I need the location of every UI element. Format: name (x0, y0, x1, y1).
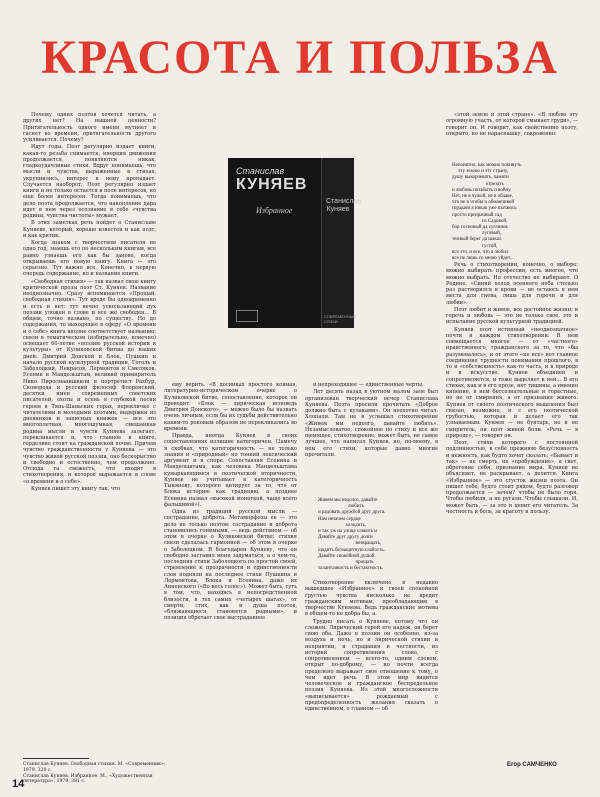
poem-line: Давайте спокойной душой (318, 553, 375, 559)
poem-line: бор сосновый да суглинок (452, 225, 508, 231)
column-2-text (164, 382, 297, 752)
column-4-text-bottom (446, 262, 578, 754)
paragraph: В этих заметках речь пойдет о Станиславе Куняеве, который, хорошо известен и как поэт, и как критик. (23, 220, 158, 239)
book-front-cover (228, 158, 321, 328)
poem-line: Живем мы недолго, давайте (318, 498, 378, 503)
paragraph: «этой земле и этой стране». «Я люблю эту огромную участь, от которой смыкает груди», — говорит он. И говорит, как свойственно поэту, открыто, но не нараспашку, сокровенно: (446, 112, 580, 137)
book-cover-image (228, 158, 362, 328)
poem-line: из Садовой, (452, 218, 508, 224)
paragraph: Когда знаком с творчеством писателя не одно год, знаешь его по нескольким книгам, все равно узнаешь его как бы заново, когда открываешь его новую книгу. Книга — это серьезно. Тут важно все. Конечно, в первую очередь содержание, но и название книги. (23, 240, 158, 278)
poem-line: и так уж на улице слякоть и (318, 529, 377, 535)
paragraph: Поэт любит и живое, все достойное жизни; и горечь и любовь — это не только свое, это и испытание русской культурной традицией. (446, 306, 580, 326)
paragraph: ему верить. «В досинках простого конная, литературно-историческом очерке о Куликовской битве, сопоставление, которое он проводит: «Блок — лирическая исповедь Дмитрия Донского», — можно было бы назвать очень личным, если бы их судьбы действительно каким-то роковым образом не перекликались во времени. (164, 382, 299, 432)
column-3-text-bottom (305, 580, 438, 755)
poem-line: прощать (318, 560, 374, 566)
poem-line: и радовать дружбой друг друга. (318, 510, 386, 516)
book-spine (321, 158, 362, 328)
poem-line: холодить, (318, 522, 367, 528)
paragraph: и непреходящее — единственные черты. (313, 382, 424, 388)
paragraph: Куняев пишет эту книгу так, что (31, 485, 121, 492)
poem-line: луговый, (452, 231, 502, 237)
page-number: 14 (12, 778, 25, 790)
poem-line: эту землю и эту страну, (452, 169, 509, 175)
paragraph: Лет десять назад в уютном малом зале был организован творческий вечер Станислава Куняева. Поэта просили прочитать «Доброе должно быть с кулаками». Он неохотно читал. Хлопали. Там не в услышал стихотворение «Живем мы недолго, давайте любить». Незамысловатое, спокойное по стиху и все же щемящее, стихотворение, может быть, не самое лучшее, что написал Куняев, но, по-моему, в нем его стихи, которые давно многие прочитали. (305, 389, 440, 458)
poem-line: щадить беззащитную слабость. (318, 547, 385, 553)
paragraph: Поэт, стихи которого с постоянной подлинностью, в себе прежнюю безусловность и нежность, как будто хочет сказать: «Бывает и так» — не смерть, не «пробуждение», а свет, обретение себя, признание мира. Куняев не объясняет, не раскрывает, а делится. Книга «Избранное» — это сгусток жизни поэта. Он пишет тебе, будто стоит рядом, будто разговор продолжается — зачем? чтобы не было горя. Чтобы любили, а не ругали. Чтобы слышали. И, может быть, — за это и ценит его читатель. За честность и боль, за красоту и пользу. (446, 440, 580, 515)
paragraph: Правда, иногда Куняев в своих сопоставлениях излишне категоричен. (Замечу я скобках, что категоричность — не только знания и «природный» но тонкий лексический аргумент и в споре. Сопоставляя Есенина и Мандельштама, как человека Мандельштама кувыркающимся в поэтической вторичности, Куняев не учитывает в категоричность Тынянову, которого цитирует за то, что от Блока историю как традицию, а позднее Есенина назвал «высокой монеткой, чаще всего фальшивой»). (164, 433, 299, 508)
poem-line: гордыни я никак уже пытаюсь (452, 206, 517, 212)
footnote-1: Станислав Куняев. Свободная стихия. М. «Современник», 1979. 320 с. (23, 762, 166, 773)
poem-line: отрезать (452, 181, 504, 187)
footnote-2: Станислав Куняев. Избранное. М., «Художественная литература», 1979. 381 с. (23, 773, 153, 785)
paragraph: Почему одних поэтов хочется читать, а других нет? На нышней ценности? Притягательность одного имени мутнеет и гаснет во времени, притягательность другого усиливается. Почему? (23, 112, 158, 143)
paragraph: Трудно писать о Куняеве, потому что он сложен. Лирический герой его надеж, он берет свою оба. Даже в поэзии он особенно, из-за воздуха и ночь, но и лирической стихии и неприятии, и страдания и честности, из истории сопротивления слово, с сопротивлением — всего-то, одним словом, открыт по-доброму, — но почти всегда пределено выражает свое отношение к тому, о чем идет речь. В этом мир видится человеческое и гражданское беспредельное поэзия Куняева. Из этой многосложности «выписывается» рождаемый с предопределенность желания сказать о единственном, о главном — об (305, 618, 440, 712)
poem-line: и любовь позабыть и войну. (452, 187, 512, 193)
poem-line: талантливость и бестактность. (318, 566, 384, 572)
column-3-text-top (305, 382, 438, 494)
poem-line: просто призрачный сад (452, 212, 502, 218)
footnote-rule (23, 758, 89, 759)
spine-first: Станислав (326, 198, 362, 205)
poem-line: любить (318, 504, 364, 510)
book-author-first: Станислав (236, 166, 285, 176)
column-4-text-top (446, 112, 578, 157)
poem-line: Непонятно, как можно покинуть (452, 163, 522, 168)
publisher-logo (236, 310, 258, 322)
page-title: КРАСОТА И ПОЛЬЗА (41, 31, 559, 84)
spine-last: Куняев (326, 206, 350, 213)
poem-line: Давайте друг другу долги (318, 535, 373, 541)
paragraph: Речь о стихотворении, конечно, о выборе: можно выбирать профессии, есть многое, что можно выбрать. Но отечество не выбирают. О Родине. «Синий холод осеннего неба столько раз растворился в крови — не остаюсь в нем места для гнева, лишь для горечи и для любви». (446, 262, 580, 306)
column-1-text (23, 112, 156, 752)
poem-line: все это, и все, что я любил (452, 249, 509, 255)
poem-live-briefly (318, 498, 438, 572)
footnotes (23, 762, 168, 785)
poem-homeland (452, 163, 578, 262)
book-author (236, 166, 316, 194)
paragraph: Одна из традиций русской мысли — сострадание, доброта. Метаморфозы ее — это дело не только поэтов: сострадание и доброта становились гонимыми, — ведь действием — об этом в очерке о Куликовской битве; стихия связи сделалась гармонией — об этом в очерке о Заболоцком. Я благодарен Куняеву, что он свободно заставил меня задуматься, а о чем-то, последняя стихи Заболоцкого по простой своей, стремление к прозрачности и единственности слов подняли на последнее стихи Пушкина и Лермонтова, Блока и Есенина, даже их Анненского («Во весь голос»). Может быть, суть в том, что, находясь в непосредственной близости, в тех самых «четырех шагах», от смерти, стих, как и душа поэтов, «ближающиеся, становятся родными», и позиция обретает свое выстраданное (164, 509, 299, 622)
book-author-last: КУНЯЕВ (236, 176, 308, 193)
paragraph: «Свободная стихия» — так назвал свою книгу критической прозы поэт Ст. Куняев. Название неоднозначно. Сразу вспоминается «Прощай, свободная стихия». Тут вроде бы одновременно и есть и нет: тут вечно ускользающий дух поэзии уложен в слове и все же свободен... В общем, точно названо, по существу. Но до содержания, то выходящее в сферу «О времени и о себе» книга вполне соответствует названию: связи в тематическом (избирательно, конечно) освещает 60-летие «поэзию русской истории и культуры» от Куликовской битвы до наших дней. Дмитрий Донской и Блок, Пушкин и начало русской культурной традиции, Гоголь и Заболоцкий, Некрасов, Лермонтов и Смеляков, Есенин и Мандельштам, великий примиритель Нико Пиросманишвили и портретист Рахбур, Сковорода и русский философ Флоренский, десятки имен современных советских писателей, охоты и осень в глубокой песни героев в Тянь-Шаньских горах, перекличке с читателями и молодыми поэтами, выдержки из дневников и записных книжек — все это многоплетная, многошумная, смешанная родина мысли и чувств Куняева залегает, перекликается и, что главное в книге, горделиво стоит на гражданской почве. Причем чувство гражданственности у Куняева — это чувство живой русской поэзии, оно бескорыстно и свободно и естественно, чем продолжено. Отсюда та свежесть, что входит в стихотворения, и которое выражается в слове «о времени и о себе». (23, 278, 158, 485)
poem-line: темный берег да шакал (452, 237, 502, 243)
poem-line: все не лишь со мною уйдет... (452, 256, 514, 262)
spine-author (326, 198, 362, 214)
poem-line: Нет, не в чужой, не в облаке, (452, 194, 514, 200)
paragraph: Идут годы. Поэт регулярно издает книги, какая-то резьба снимается, инерция движения продолжается, появляются никак, гладкоудачливые стихи. Вдруг понимаешь, что мысли и чувства, выраженные в стихах, укрупнились, интерес к нему пропадает. Случается наоборот. Поэт регулярно издает книги и не только остается в поле интересов, но еще более интересен. Тогда понимаешь, что дело поэта продолжается, что накопление дара идет в нем через осознание в себе «чувства родины, чувства чистоты» мужает. (23, 144, 158, 219)
spine-series: СОВРЕМЕННЫЙ СТИХИ (324, 314, 357, 324)
poem-line: что не в чтобы и обманчивой (452, 200, 515, 206)
paragraph: Куняев поэт истинный «неоднозначное» почти в каждом стихотворении. В нем совмещается многое — от «частного» нравственного, гражданского за то, что «бы разумевалось», и от этого «не все» вот главное соединение трудности понимания прошлого, в то и «собственность» как-то часть, и в природе и в искусстве. Куняев объединен и сопротивляется, и тоже выделяет в ней... В его стихах, как и в его прозе, нет тишины, а именно кипение, в нем бессознательные и горестные, но не от смирения, а от признания живого. Куняев от своего поэтического мышления был связан, возможно, и с его поэтической грубостью, которая и делает его так узнаваемым. Куняев — не бунтарь, но и не смиритель, он поэт живой боли. «Речь — в природе», — говорит он. (446, 326, 580, 439)
paragraph: Стихотворение включено в недавно вышедшее «Избранное» и своей спокойной грустью чувства нисколько не вредит гражданским мотивам, преобладающим в творчестве Куняева. Ведь гражданские мотивы в общем-то не добра бы, а. (305, 580, 440, 618)
poem-line: Нам незачем сердце (318, 516, 361, 522)
poem-line: густой, (452, 243, 498, 249)
poem-line: возвращать, (318, 541, 382, 547)
poem-line: душу выкорчевать, памяти (452, 175, 509, 181)
book-subtitle: Избранное (256, 206, 293, 215)
author-signature: Егор САМЧЕНКО (507, 762, 557, 768)
